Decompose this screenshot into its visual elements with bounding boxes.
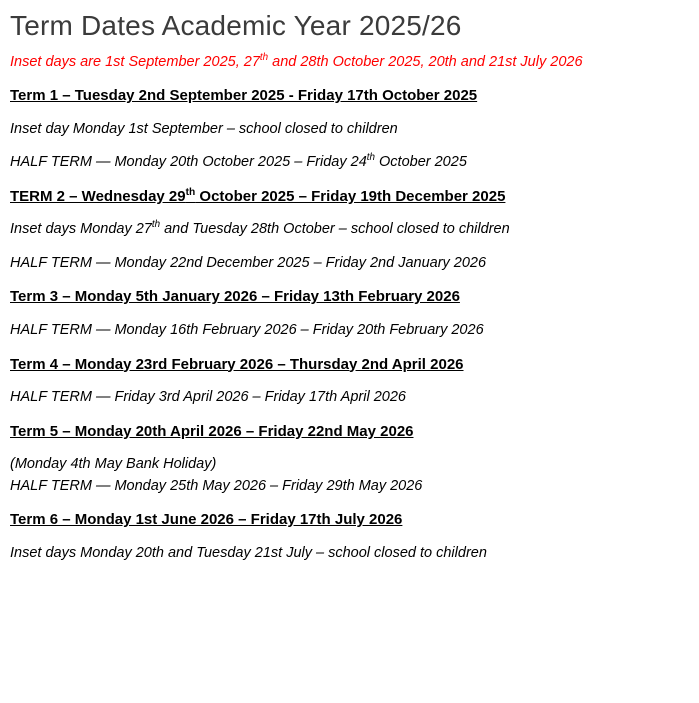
- term-heading-prefix: Term 5 – Monday 20th April 2026 – Friday 22nd May 2026: [10, 422, 414, 440]
- term-detail-line: [10, 321, 689, 341]
- line-prefix: HALF TERM — Monday 16th February 2026 – Friday 20th February 2026: [10, 321, 484, 338]
- term-block-4: [10, 355, 689, 408]
- line-suffix: and Tuesday 28th October – school closed to children: [160, 221, 510, 238]
- line-prefix: HALF TERM — Monday 22nd December 2025 – Friday 2nd January 2026: [10, 254, 487, 271]
- term-heading-prefix: Term 3 – Monday 5th January 2026 – Friday 13th February 2026: [10, 288, 460, 306]
- line-prefix: HALF TERM — Friday 3rd April 2026 – Friday 17th April 2026: [10, 389, 406, 405]
- term-heading: [10, 287, 689, 307]
- line-ordinal: th: [151, 219, 161, 231]
- term-block-2: [10, 187, 689, 274]
- term-detail-line: [10, 153, 689, 173]
- inset-note-middle: and 28th October 2025, 20th and 21st July 2026: [268, 54, 583, 71]
- term-detail-line: [10, 220, 689, 240]
- term-heading: [10, 187, 689, 207]
- term-heading: [10, 86, 689, 106]
- term-detail-line: [10, 120, 689, 140]
- term-detail-line: [10, 455, 689, 475]
- term-heading: [10, 355, 689, 375]
- inset-days-note: [10, 52, 689, 72]
- line-prefix: HALF TERM — Monday 20th October 2025 – Friday 24: [10, 154, 367, 171]
- line-suffix: October 2025: [374, 154, 467, 171]
- term-heading: [10, 422, 689, 442]
- term-detail-line: [10, 544, 689, 564]
- term-heading-ordinal: th: [185, 186, 196, 198]
- term-detail-line: [10, 388, 689, 408]
- line-ordinal: th: [366, 152, 375, 164]
- term-heading-suffix: October 2025 – Friday 19th December 2025: [195, 187, 506, 205]
- term-detail-line: [10, 477, 689, 497]
- term-block-6: [10, 510, 689, 563]
- term-heading-prefix: Term 1 – Tuesday 2nd September 2025 - Friday 17th October 2025: [10, 87, 478, 105]
- inset-note-ordinal-suffix: th: [259, 52, 269, 64]
- line-prefix: HALF TERM — Monday 25th May 2026 – Friday 29th May 2026: [10, 477, 423, 494]
- inset-note-prefix: Inset days are 1st September 2025, 27: [10, 54, 260, 71]
- term-block-5: [10, 422, 689, 497]
- line-prefix: Inset day Monday 1st September – school closed to children: [10, 120, 398, 137]
- line-prefix: Inset days Monday 27: [10, 221, 152, 238]
- line-prefix: (Monday 4th May Bank Holiday): [10, 456, 217, 473]
- term-heading-prefix: TERM 2 – Wednesday 29: [10, 187, 186, 205]
- term-block-1: [10, 86, 689, 173]
- term-detail-line: [10, 254, 689, 274]
- line-prefix: Inset days Monday 20th and Tuesday 21st July – school closed to children: [10, 544, 487, 561]
- term-heading-prefix: Term 4 – Monday 23rd February 2026 – Thursday 2nd April 2026: [10, 355, 464, 373]
- term-block-3: [10, 287, 689, 340]
- page-title: Term Dates Academic Year 2025/26: [10, 10, 462, 41]
- term-heading: [10, 510, 689, 530]
- term-heading-prefix: Term 6 – Monday 1st June 2026 – Friday 17th July 2026: [10, 511, 403, 529]
